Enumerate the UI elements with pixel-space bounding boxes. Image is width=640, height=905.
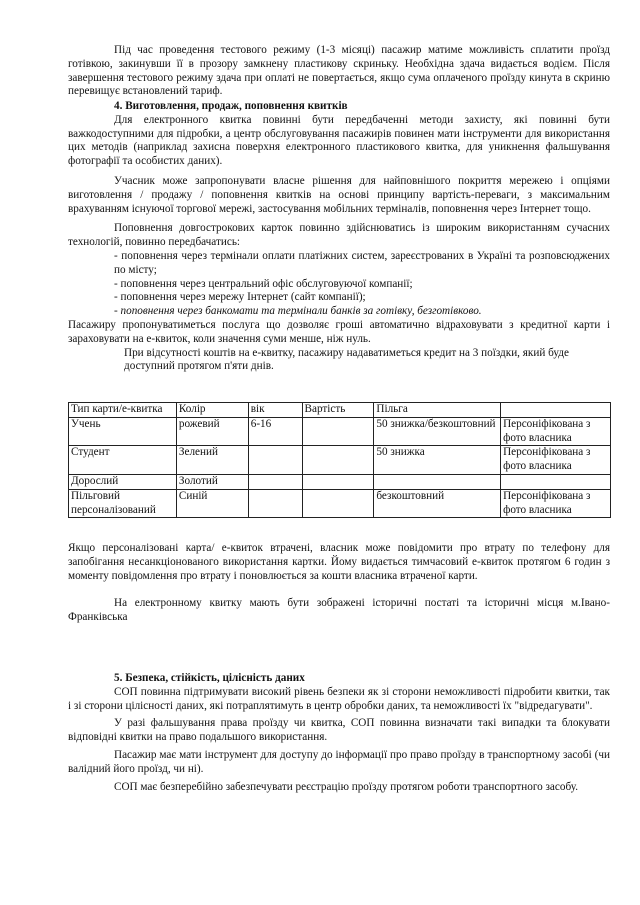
- table-cell: Студент: [69, 446, 177, 475]
- table-cell: Учень: [69, 417, 177, 446]
- section-5-heading: 5. Безпека, стійкість, цілісність даних: [114, 672, 305, 684]
- table-cell: Персоніфікована з фото власника: [501, 446, 611, 475]
- table-cell: Пільговий персоналізований: [69, 489, 177, 518]
- credit-text: При відсутності коштів на е-квитку, пасажиру надаватиметься кредит на 3 поїздки, який буде доступний протягом п'яти днів.: [124, 346, 569, 373]
- section-4-paragraph-protection: Для електронного квитка повинні бути передбаченні методи захисту, які повинні бути важкодоступними для підробки, а центр обслуговування пасажирів повинен мати інструменти для використання цих методів (наприклад захисна поверхня електронного пластикового квитка, для уникнення фальшування фотографії та особистих даних).: [68, 113, 610, 168]
- table-cell: рожевий: [176, 417, 248, 446]
- table-cell: Персоніфікована з фото власника: [501, 489, 611, 518]
- header-color: Колір: [176, 403, 248, 418]
- table-cell: Дорослий: [69, 474, 177, 489]
- topup-option: - поповнення через термінали оплати платіжних систем, зареєстрованих в Україні та розповсюджених по місту;: [114, 249, 610, 276]
- table-cell: [374, 474, 501, 489]
- intro-paragraph: Під час проведення тестового режиму (1-3 місяці) пасажир матиме можливість сплатити проїзд готівкою, закинувши її в прозору замкнену пластикову скриньку. Необхідна здача видається водієм. Після завершення тестового режиму здача при оплаті не повертається, якщо сума оплаченого проїзду кинута в скриню перевищує встановлений тариф.: [68, 44, 610, 98]
- intro-section: [68, 44, 610, 99]
- section-5: [68, 672, 610, 794]
- ticket-design-paragraph: На електронному квитку мають бути зображені історичні постаті та історичні місця м.Івано-Франківська: [68, 597, 610, 624]
- table-cell: 50 знижка: [374, 446, 501, 475]
- table-cell: Зелений: [176, 446, 248, 475]
- topup-option: - поповнення через центральний офіс обслуговуючої компанії;: [114, 277, 413, 290]
- table-header-row: [69, 403, 611, 418]
- table-cell: Золотий: [176, 474, 248, 489]
- table-cell: 50 знижка/безкоштовний: [374, 417, 501, 446]
- header-discount: Пільга: [374, 403, 501, 418]
- table-cell: Синій: [176, 489, 248, 518]
- table-row: [69, 446, 611, 475]
- table-cell: [302, 474, 374, 489]
- table-row: [69, 417, 611, 446]
- table-cell: [302, 489, 374, 518]
- header-empty: [501, 403, 611, 418]
- table-cell: [501, 474, 611, 489]
- topup-option: - поповнення через банкомати та термінали банків за готівку, безготівково.: [114, 305, 482, 318]
- table-cell: [248, 489, 302, 518]
- section-5-paragraph-forgery: У разі фальшування права проїзду чи квитка, СОП повинна визначати такі випадки та блокувати відповідні квитки на право подальшого використання.: [68, 717, 610, 744]
- section-5-paragraph-access: Пасажир має мати інструмент для доступу до інформації про право проїзду в транспортному засобі (чи валідний його проїзд, чи ні).: [68, 748, 610, 775]
- table-cell: [248, 474, 302, 489]
- tariff-table: [68, 402, 611, 518]
- section-5-paragraph-security: СОП повинна підтримувати високий рівень безпеки як зі сторони неможливості підробити квитки, так і зі сторони цілісності даних, які потраплятимуть в центр обробки даних, та неможливості їх "відредагувати".: [68, 685, 610, 712]
- table-cell: [302, 446, 374, 475]
- table-cell: безкоштовний: [374, 489, 501, 518]
- section-4-paragraph-autodebit: Пасажиру пропонуватиметься послуга що дозволяє гроші автоматично відраховувати з кредитної карти і зараховувати на е-квиток, коли значення суми менше, ніж нуль.: [68, 318, 610, 345]
- section-4-paragraph-credit: [68, 347, 610, 375]
- section-4: [68, 100, 610, 374]
- section-5-paragraph-registration: СОП має безперебійно забезпечувати реєстрацію проїзду протягом роботи транспортного засобу.: [114, 780, 578, 793]
- header-card-type: Тип карти/е-квитка: [69, 403, 177, 418]
- section-4-heading: 4. Виготовлення, продаж, поповнення квитків: [114, 100, 348, 112]
- table-cell: [302, 417, 374, 446]
- lost-card-paragraph: Якщо персоналізовані карта/ е-квиток втрачені, власник може повідомити про втрату по телефону для запобігання несанкціонованого використання картки. Йому видається тимчасовий е-квиток протягом 6 годин з моменту повідомлення про втрату і поновлюється за кошти власника втраченої карти.: [68, 542, 610, 582]
- section-4-paragraph-proposal: Учасник може запропонувати власне рішення для найповнішого покриття мережею і опціями виготовлення / продажу / поповнення квитків на основі принципу вартість-переваги, з максимальним врахуванням існуючої торгової мережі, застосування мобільних терміналів, поповнення через Інтернет тощо.: [68, 174, 610, 215]
- after-table-section: [68, 542, 610, 625]
- section-4-paragraph-topup: Поповнення довгострокових карток повинно здійснюватись із широким використанням сучасних технологій, повинно передбачатись:: [68, 222, 610, 249]
- table-cell: [248, 446, 302, 475]
- table-row: [69, 474, 611, 489]
- table-cell: Персоніфікована з фото власника: [501, 417, 611, 446]
- topup-option: - поповнення через мережу Інтернет (сайт компанії);: [114, 291, 366, 304]
- table-cell: 6-16: [248, 417, 302, 446]
- header-price: Вартість: [302, 403, 374, 418]
- table-row: [69, 489, 611, 518]
- header-age: вік: [248, 403, 302, 418]
